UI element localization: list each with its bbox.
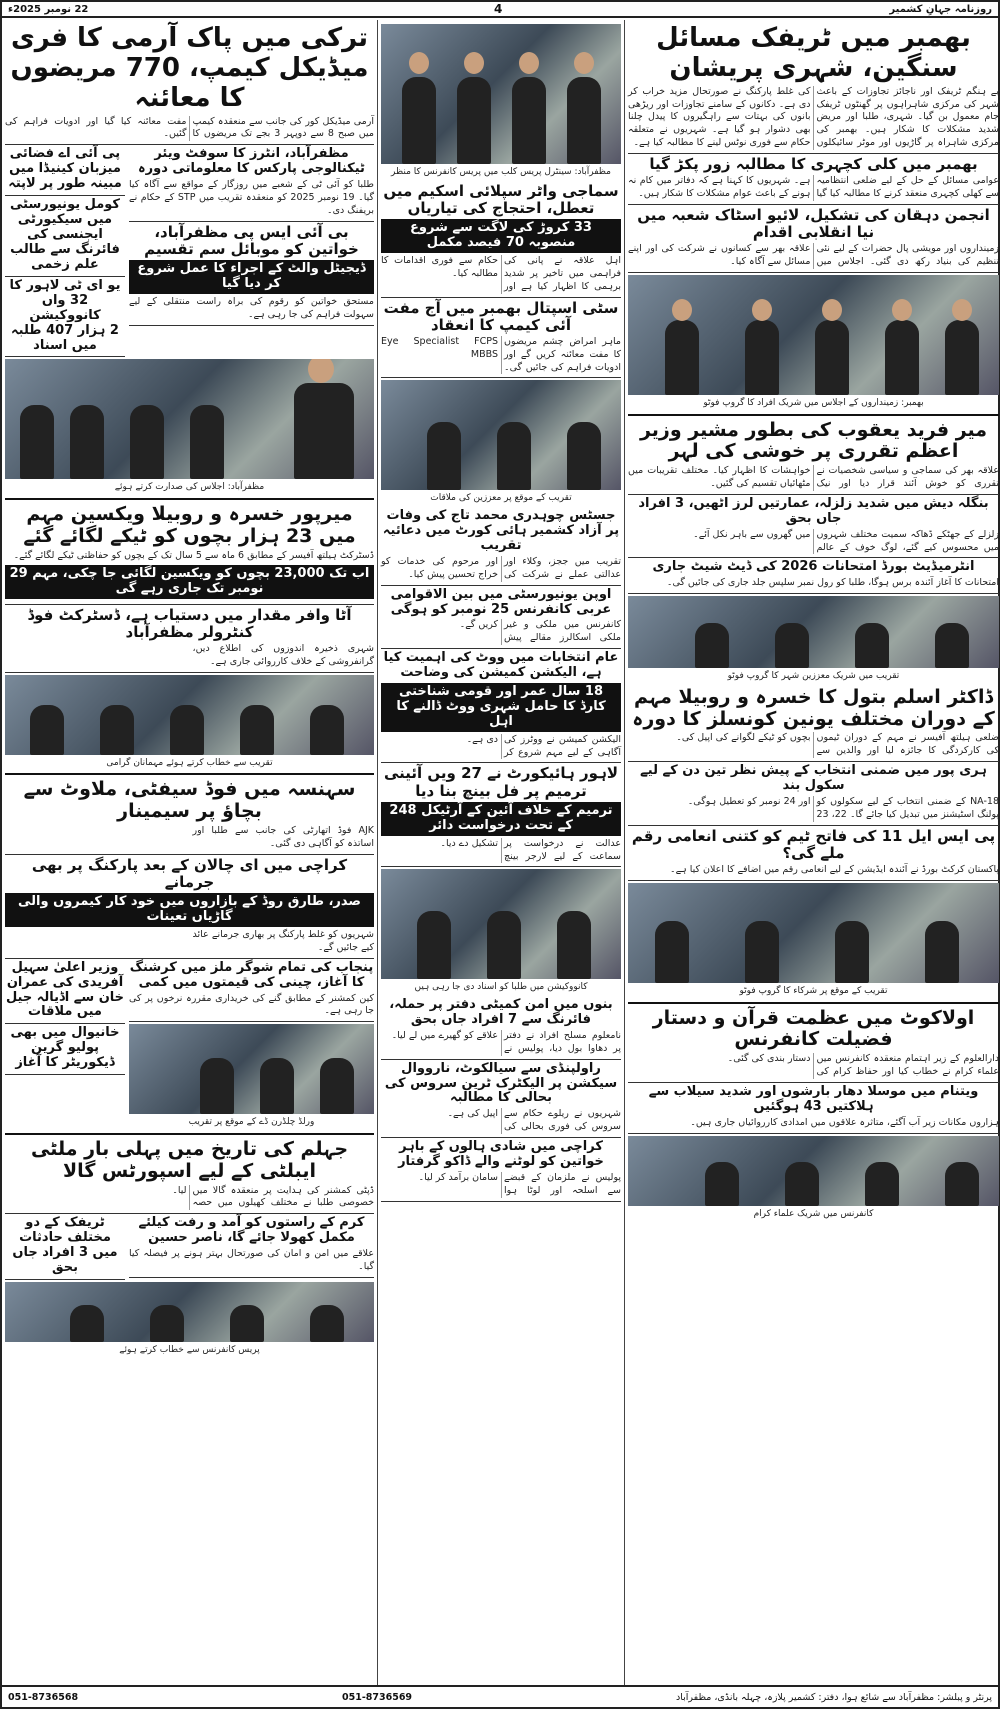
story-body: ضلعی ہیلتھ آفیسر نے مہم کے دوران ٹیموں کی کارکردگی کا جائزہ لیا اور والدین سے بچوں کو ٹیکے لگوانے کی اپیل کی۔ [676, 732, 999, 757]
headline: پی آئی اے فضائی میزبان کینیڈا میں مبینہ طور پر لاپتہ [8, 146, 122, 192]
story-bisp-sims [129, 222, 374, 326]
story-body: شہریوں کو غلط پارکنگ پر بھاری جرمانے عائد کیے جائیں گے۔ [192, 929, 374, 953]
photo-ulema [628, 1136, 999, 1206]
story-karachi-robbers [381, 1138, 621, 1202]
story-body: طلبا کو آئی ٹی کے شعبے میں روزگار کے مواقع سے آگاہ کیا گیا۔ 19 نومبر 2025 کو منعقدہ تقریب میں STP کے حکام نے بریفنگ دی۔ [129, 179, 374, 216]
phone-2: 051-8736568 [8, 1691, 79, 1703]
photo-caption: بھمبر: زمینداروں کے اجلاس میں شریک افراد کا گروپ فوٹو [703, 397, 924, 408]
headline: پنجاب کی تمام شوگر ملز میں کرشنگ کا آغاز، چینی کی قیمتوں میں کمی [129, 959, 374, 990]
subheadline: 2 ہزار 407 طلبہ میں اسناد [11, 322, 119, 353]
photo-farmers-meeting [628, 275, 999, 395]
story-body: ڈسٹرکٹ ہیلتھ آفیسر کے مطابق 6 ماہ سے 5 سال تک کے بچوں کو حفاظتی ٹیکے لگائے گئے۔ [13, 549, 374, 561]
story-vote-importance [381, 649, 621, 763]
story-body: نامعلوم مسلح افراد نے دفتر پر دھاوا بول دیا، پولیس نے علاقے کو گھیرے میں لے لیا۔ [391, 1029, 621, 1054]
story-psl [628, 826, 999, 881]
headline: مظفرآباد، انٹرز کا سوفٹ ویئر ٹیکنالوجی پارکس کا معلوماتی دورہ [138, 146, 365, 177]
photo-caption: تقریب سے خطاب کرتے ہوئے مہمانان گرامی [106, 757, 273, 768]
photo-caption: مظفرآباد: سینٹرل پریس کلب میں پریس کانفرنس کا منظر [391, 167, 611, 177]
headline: بنگلہ دیش میں شدید زلزلہ، عمارتیں لرز اٹھیں، 3 افراد جاں بحق [638, 495, 989, 526]
story-university-firing [5, 196, 125, 277]
headline: کراچی میں شادی ہالوں کے باہر خواتین کو لوٹنے والے ڈاکو گرفتار [398, 1139, 604, 1169]
paper-name: روزنامہ جہانِ کشمیر [889, 3, 992, 15]
story-body: تقریب میں ججز، وکلاء اور عدالتی عملے نے شرکت کی اور مرحوم کی خدمات کو خراج تحسین پیش کیا۔ [381, 555, 621, 580]
headline: ویتنام میں موسلا دھار بارشوں اور شدید سیلاب سے ہلاکتیں 43 ہوگئیں [648, 1083, 979, 1114]
headline: آٹا وافر مقدار میں دستیاب ہے، ڈسٹرکٹ فوڈ کنٹرولر مظفرآباد [27, 605, 352, 641]
photo-caption: کانووکیشن میں طلبا کو اسناد دی جا رہی ہیں [414, 982, 588, 993]
story-body: ڈپٹی کمشنر کی ہدایت پر منعقدہ گالا میں خصوصی طلبا نے مختلف کھیلوں میں حصہ لیا۔ [172, 1184, 374, 1209]
story-body: علاقے میں امن و امان کی صورتحال بہتر ہونے پر فیصلہ کیا گیا۔ [129, 1248, 374, 1272]
story-water-scheme [381, 181, 621, 298]
subheadline: 33 کروڑ کی لاگت سے شروع منصوبہ 70 فیصد مکمل [381, 219, 621, 253]
headline: ہری پور میں ضمنی انتخاب کے پیش نظر تین دن کے لیے سکول بند [640, 763, 987, 794]
photo-caption: ورلڈ چلڈرن ڈے کے موقع پر تقریب [188, 1117, 315, 1128]
subheadline: صدر، طارق روڈ کے بازاروں میں خود کار کیمروں والی گاڑیاں تعینات [5, 893, 374, 927]
photo-caption: کانفرنس میں شریک علماء کرام [753, 1208, 874, 1219]
story-jhelum-gala [5, 1137, 374, 1214]
story-food-safety [5, 777, 374, 854]
headline: کرم کے راستوں کو آمد و رفت کیلئے مکمل کھولا جائے گا، ناصر حسین [138, 1215, 365, 1246]
headline: کراچی میں ای چالان کے بعد پارکنگ پر بھی جرمانے [31, 855, 348, 891]
story-sugar-mills [129, 959, 374, 1023]
headline: وزیر اعلیٰ سہیل آفریدی کی عمران خان سے اڈیالہ جیل میں ملاقات [5, 959, 125, 1020]
story-justice-taj [381, 507, 621, 585]
photo-caption: تقریب کے موقع پر شرکاء کا گروپ فوٹو [739, 985, 888, 996]
page-number: 4 [494, 2, 503, 16]
story-body: آرمی میڈیکل کور کی جانب سے منعقدہ کیمپ میں صبح 8 سے دوپہر 3 بجے تک مریضوں کا مفت معائنہ کیا گیا اور ادویات فراہم کی گئیں۔ [5, 115, 374, 140]
headline: سماجی واٹر سپلائی اسکیم میں تعطل، احتجاج کی تیاریاں [383, 181, 619, 217]
story-measles-visit [628, 685, 999, 762]
story-body: NA-18 کے ضمنی انتخاب کے لیے سکولوں کو پولنگ اسٹیشنز میں تبدیل کیا جائے گا۔ 22، 23 اور 24 نومبر کو تعطیل ہوگی۔ [687, 795, 1000, 820]
story-arabic-conference [381, 586, 621, 650]
photo-press-club [381, 24, 621, 164]
headline: بھمبر میں کلی کچہری کا مطالبہ زور پکڑ گیا [649, 154, 978, 173]
story-flour-available [5, 605, 374, 673]
story-body: شہریوں نے ریلوے حکام سے سروس کی فوری بحالی کی اپیل کی ہے۔ [447, 1108, 621, 1133]
headline: سہنسہ میں فوڈ سیفٹی، ملاوٹ سے بچاؤ پر سیمینار [23, 778, 356, 823]
story-software-park [129, 145, 374, 221]
headline: بھمبر میں ٹریفک مسائل سنگین، شہری پریشان [656, 23, 971, 83]
subheadline: اب تک 23,000 بچوں کو ویکسین لگائی جا چکی، مہم 29 نومبر تک جاری رہے گی [5, 565, 374, 599]
story-uet-convocation [5, 277, 125, 358]
headline: سٹی اسپتال بھمبر میں آج مفت آئی کیمپ کا انعقاد [383, 298, 619, 334]
story-body: دارالعلوم کے زیر اہتمام منعقدہ کانفرنس میں علماء کرام نے خطاب کیا اور حفاظ کرام کی دستار بندی کی گئی۔ [727, 1053, 999, 1078]
story-anjuman-dehqan [628, 205, 999, 273]
subheadline: 18 سال عمر اور قومی شناختی کارڈ کا حامل شہری ووٹ ڈالنے کا اہل [381, 683, 621, 732]
headline: بی آئی ایس پی مظفرآباد، خواتین کو موبائل سم تقسیم [144, 222, 359, 258]
headline: اولاکوٹ میں عظمت قرآن و دستار فضیلت کانفرنس [652, 1006, 975, 1051]
story-open-court [628, 154, 999, 205]
issue-date: 22 نومبر 2025ء [8, 3, 89, 15]
story-body: پولیس نے ملزمان کے قبضے سے اسلحہ اور لوٹا ہوا سامان برآمد کر لیا۔ [418, 1171, 621, 1196]
story-traffic-accidents [5, 1214, 125, 1280]
headline: ڈاکٹر اسلم بتول کا خسرہ و روبیلا مہم کے دوران مختلف یونین کونسلز کا دورہ [632, 685, 995, 730]
story-pia-hostess [5, 145, 125, 196]
story-body: ماہر امراض چشم مریضوں کا مفت معائنہ کریں گے اور ادویات فراہم کی جائیں گی۔ Eye Specialist FCPS MBBS [381, 336, 621, 373]
headline: راولپنڈی سے سیالکوٹ، نارووال سیکشن پر الیکٹرک ٹرین سروس کی بحالی کا مطالبہ [384, 1060, 618, 1106]
photo-caption: پریس کانفرنس سے خطاب کرتے ہوئے [119, 1344, 260, 1355]
story-body: الیکشن کمیشن نے ووٹرز کی آگاہی کے لیے مہم شروع کر دی ہے۔ [466, 733, 621, 758]
right-column [624, 20, 1000, 1685]
story-quran-conference [628, 1006, 999, 1083]
story-body: علاقہ بھر کی سماجی و سیاسی شخصیات نے تقرری کو خوش آئند قرار دیا اور نیک خواہشات کا اظہار کیا۔ مختلف تقریبات میں مٹھائیاں تقسیم کی گئیں۔ [628, 465, 999, 490]
story-body: اہل علاقہ نے پانی کی فراہمی میں تاخیر پر شدید برہمی کا اظہار کیا ہے اور حکام سے فوری اقدامات کا مطالبہ کیا۔ [381, 255, 621, 292]
headline: جسٹس چوہدری محمد تاج کی وفات پر آزاد کشمیر ہائی کورٹ میں دعائیہ تقریب [382, 508, 620, 553]
photo-press-conference [5, 1282, 374, 1342]
story-lhc-bench [381, 763, 621, 867]
story-body: مستحق خواتین کو رقوم کی براہ راست منتقلی کے لیے سہولت فراہم کی جا رہی ہے۔ [129, 295, 374, 320]
story-eye-camp [381, 298, 621, 379]
story-cm-adiala [5, 959, 125, 1025]
photo-caption: مظفرآباد: اجلاس کی صدارت کرتے ہوئے [114, 482, 265, 493]
headline: ترکی میں پاک آرمی کا فری میڈیکل کیمپ، 770 مریضوں کا معائنہ [10, 23, 369, 113]
headline: بنوں میں امن کمیٹی دفتر پر حملہ، فائرنگ سے 7 افراد جاں بحق [389, 997, 613, 1027]
story-traffic [628, 22, 999, 154]
imprint-text: پرنٹر و پبلشر: مظفرآباد سے شائع ہوا، دفتر: کشمیر پلازہ، چہلہ بانڈی، مظفرآباد [675, 1691, 992, 1703]
headline: یو ای ٹی لاہور کا 32 واں کانووکیشن [9, 277, 121, 323]
story-karachi-parking [5, 855, 374, 959]
story-body: عدالت نے درخواست پر سماعت کے لیے لارجر بینچ تشکیل دے دیا۔ [440, 837, 621, 862]
story-haripur-schools [628, 762, 999, 826]
footer-imprint [2, 1685, 998, 1707]
headline: لاہور ہائیکورٹ نے 27 ویں آئینی ترمیم پر فل بینچ بنا دیا [383, 764, 619, 800]
headline: میر فرید یعقوب کی بطور مشیر وزیر اعظم تقرری پر خوشی کی لہر [639, 418, 988, 463]
subheadline: ڈیجیٹل والٹ کے اجراء کا عمل شروع کر دیا گیا [129, 260, 374, 294]
headline: میرپور خسرہ و روبیلا ویکسین مہم میں 23 ہزار بچوں کو ٹیکے لگائے گئے [23, 503, 356, 548]
subheadline: ترمیم کے خلاف آئین کے آرٹیکل 248 کے تحت درخواست دائر [381, 802, 621, 836]
photo-caption: تقریب میں شریک معززین شہر کا گروپ فوٹو [727, 671, 900, 682]
headline: انٹرمیڈیٹ بورڈ امتحانات 2026 کی ڈیٹ شیٹ جاری [652, 559, 975, 575]
story-board-exams [628, 558, 999, 594]
story-body: کین کمشنر کے مطابق گنے کی خریداری مقررہ نرخوں پر کی جا رہی ہے۔ [129, 992, 374, 1017]
headline: عام انتخابات میں ووٹ کی اہمیت کیا ہے، الیکشن کمیشن کی وضاحت [383, 650, 619, 680]
photo-children-day [129, 1024, 374, 1114]
headline: کومل یونیورسٹی میں سیکیورٹی ایجنسی کی فائرنگ سے طالب علم زخمی [10, 197, 120, 272]
story-body: کانفرنس میں ملکی و غیر ملکی اسکالرز مقالے پیش کریں گے۔ [459, 619, 621, 644]
photo-gathering [628, 596, 999, 668]
story-train-service [381, 1060, 621, 1138]
masthead-bar [2, 2, 998, 18]
story-body: بے ہنگم ٹریفک اور ناجائز تجاوزات کے باعث شہر کی مرکزی شاہراہوں پر گھنٹوں ٹریفک جام معمول بن گیا۔ شہری، طلبا اور مریض شدید مشکلات کا شکار ہیں۔ بھمبر کی مرکزی شاہراہ پر گاڑیوں اور موٹر سائیکلوں کی غلط پارکنگ نے صورتحال مزید خراب کر دی ہے۔ دکانوں کے سامنے تجاوزات اور ریڑھی بانوں کی بہتات سے راہگیروں کا پیدل چلنا بھی دشوار ہو گیا ہے۔ شہریوں نے متعلقہ حکام سے فوری نوٹس لینے کا مطالبہ کیا ہے۔ [628, 85, 999, 149]
headline: خانیوال میں بھی پولیو گرین ڈیکوریٹر کا آغاز [10, 1025, 120, 1071]
story-body: شہری ذخیرہ اندوزوں کی اطلاع دیں، گرانفروشی کے خلاف کارروائی جاری ہے۔ [192, 643, 374, 667]
photo-event-group [628, 883, 999, 983]
story-mir-farid [628, 418, 999, 495]
story-bangladesh-quake [628, 495, 999, 559]
headline: پی ایس ایل 11 کی فاتح ٹیم کو کتنی انعامی رقم ملے گی؟ [631, 826, 996, 862]
photo-official-meeting [5, 359, 374, 479]
headline: ٹریفک کے دو مختلف حادثات میں 3 افراد جاں بحق [12, 1215, 118, 1275]
photo-seminar-stage [5, 675, 374, 755]
headline: اوپن یونیورسٹی میں بین الاقوامی عربی کانفرنس 25 نومبر کو ہوگی [390, 586, 612, 617]
story-khanewal-polio [5, 1024, 125, 1075]
phone-1: 051-8736569 [342, 1691, 413, 1703]
photo-convocation [381, 869, 621, 979]
photo-meeting [381, 380, 621, 490]
story-army-medical-camp [5, 22, 374, 145]
photo-caption: تقریب کے موقع پر معززین کی ملاقات [430, 493, 572, 504]
story-body: پاکستان کرکٹ بورڈ نے آئندہ ایڈیشن کے لیے انعامی رقم میں اضافے کا اعلان کیا ہے۔ [670, 864, 999, 876]
story-vietnam-floods [628, 1083, 999, 1134]
left-column [2, 20, 377, 1685]
story-body: ہزاروں مکانات زیر آب آگئے، متاثرہ علاقوں میں امدادی کارروائیاں جاری ہیں۔ [690, 1116, 999, 1128]
story-kurram-roads [129, 1214, 374, 1278]
story-body: عوامی مسائل کے حل کے لیے ضلعی انتظامیہ سے کھلی کچہری منعقد کرنے کا مطالبہ کیا گیا ہے۔ شہریوں کا کہنا ہے کہ دفاتر میں کام نہ ہونے کے باعث عوام مشکلات کا شکار ہیں۔ [628, 175, 999, 199]
story-body: امتحانات کا آغاز آئندہ برس ہوگا، طلبا کو رول نمبر سلپس جلد جاری کی جائیں گی۔ [666, 577, 999, 589]
story-body: AJK فوڈ اتھارٹی کی جانب سے طلبا اور اساتذہ کو آگاہی دی گئی۔ [192, 825, 374, 849]
story-body: زمینداروں اور مویشی پال حضرات کے لیے نئی تنظیم کی بنیاد رکھ دی گئی۔ اجلاس میں علاقہ بھر سے کسانوں نے شرکت کی اور اپنے مسائل سے آگاہ کیا۔ [628, 243, 999, 268]
headline: جہلم کی تاریخ میں پہلی بار ملٹی ایبلٹی کے لیے اسپورٹس گالا [30, 1137, 349, 1182]
middle-column [377, 20, 624, 1685]
story-body: زلزلے کے جھٹکے ڈھاکہ سمیت مختلف شہروں میں محسوس کیے گئے، لوگ خوف کے عالم میں گھروں سے باہر نکل آئے۔ [693, 528, 999, 553]
story-measles-23k [5, 502, 374, 604]
story-bannu-attack [381, 996, 621, 1060]
headline: انجمن دہقان کی تشکیل، لائیو اسٹاک شعبہ میں نیا انقلابی اقدام [637, 205, 990, 241]
